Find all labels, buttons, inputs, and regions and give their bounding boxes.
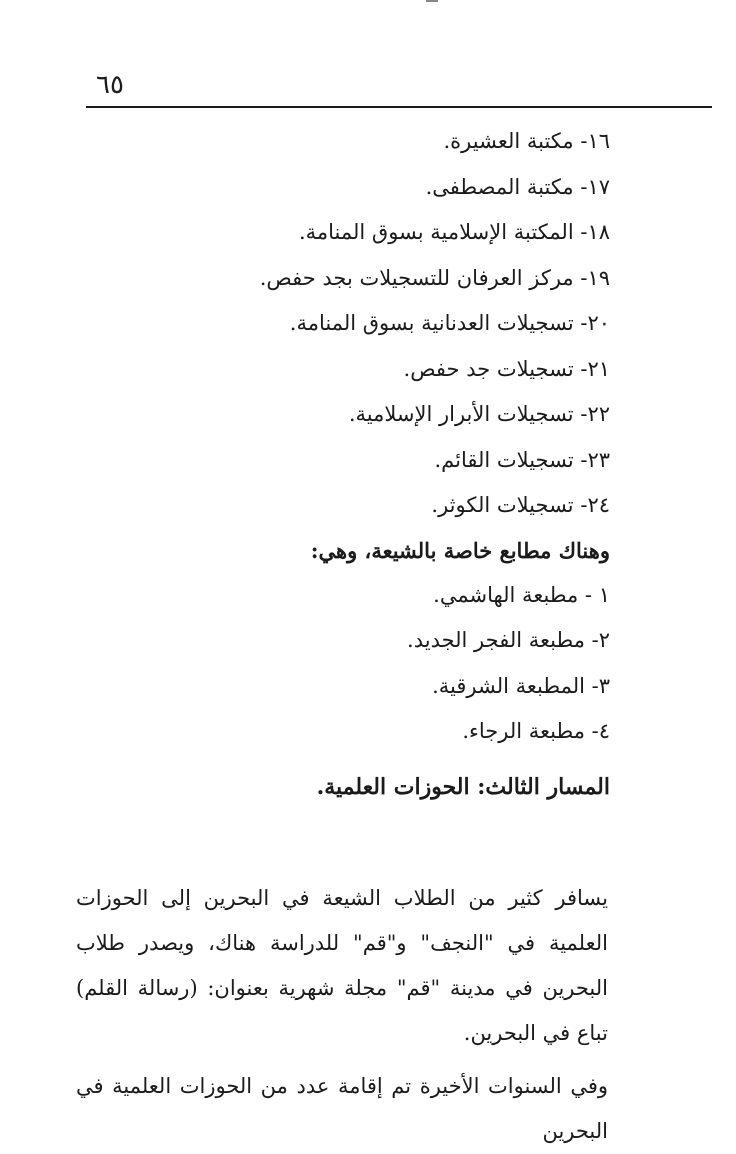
paragraph: يسافر كثير من الطلاب الشيعة في البحرين إلى الحوزات العلمية في "النجف" و"قم" للدراسة هناك، ويصدر طلاب البحرين في مدينة "قم" مجلة شهرية بعنوان: (رسالة القلم) تباع في البحرين.	[76, 886, 608, 1045]
list-item: ٢٣- تسجيلات القائم.	[434, 447, 610, 472]
list-item: ٤- مطبعة الرجاء.	[462, 719, 610, 743]
top-edge-mark	[426, 0, 438, 2]
list-item: ٢٢- تسجيلات الأبرار الإسلامية.	[348, 402, 610, 426]
list-item: ١٦- مكتبة العشيرة.	[443, 129, 610, 153]
list-item: ١٨- المكتبة الإسلامية بسوق المنامة.	[298, 220, 610, 244]
list-item: ٢٤- تسجيلات الكوثر.	[431, 493, 610, 517]
paragraph: وفي السنوات الأخيرة تم إقامة عدد من الحوزات العلمية في البحرين	[76, 1074, 608, 1143]
list-item: ١٧- مكتبة المصطفى.	[425, 174, 610, 199]
list-item: ٢- مطبعة الفجر الجديد.	[407, 628, 610, 652]
printing-presses-heading: وهناك مطابع خاصة بالشيعة، وهي:	[310, 537, 610, 563]
page-content	[50, 126, 610, 802]
page-number: ٦٥	[96, 70, 124, 100]
list-item: ١٩- مركز العرفان للتسجيلات بجد حفص.	[259, 265, 610, 290]
library-list	[50, 126, 610, 520]
list-item: ١ - مطبعة الهاشمي.	[433, 582, 610, 607]
list-item: ٢١- تسجيلات جد حفص.	[403, 356, 610, 381]
list-item: ٣- المطبعة الشرقية.	[432, 673, 610, 698]
body-text	[76, 876, 608, 1154]
printing-press-list	[50, 580, 610, 747]
list-item: ٢٠- تسجيلات العدنانية بسوق المنامة.	[289, 311, 610, 335]
header-rule	[86, 106, 712, 108]
section-title: المسار الثالث: الحوزات العلمية.	[316, 773, 610, 800]
